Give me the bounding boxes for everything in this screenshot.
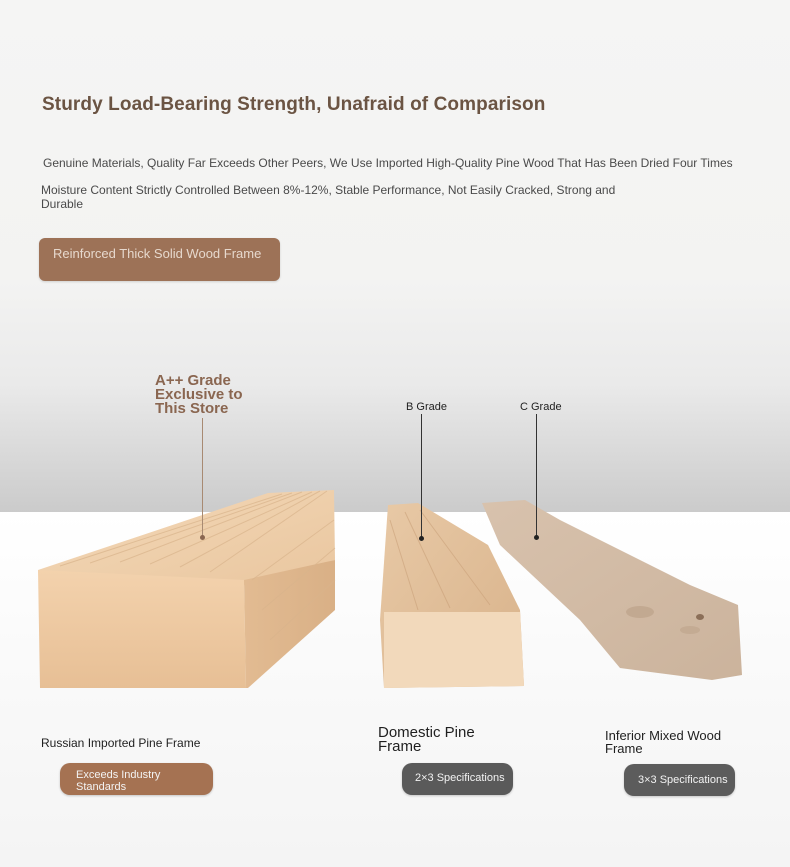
leader-line-a [202,418,203,537]
leader-line-c [536,414,537,538]
leader-line-b [421,414,422,538]
grade-label-b: B Grade [406,401,447,413]
grade-label-a: A++ Grade Exclusive to This Store [155,372,243,417]
product-name-a: Russian Imported Pine Frame [41,736,201,750]
spec-tag-b [402,763,513,795]
grade-label-c: C Grade [520,401,562,413]
leader-dot-b [419,536,424,541]
feature-badge [39,238,280,281]
backdrop-floor [0,512,790,867]
spec-tag-c-label: 3×3 Specifications [638,774,728,786]
description-line-2: Moisture Content Strictly Controlled Between 8%-12%, Stable Performance, Not Easily Cracked, Strong and Durable [41,183,616,211]
spec-tag-b-label: 2×3 Specifications [415,772,505,784]
product-name-b: Domestic Pine Frame [378,724,475,755]
product-name-c: Inferior Mixed Wood Frame [605,728,722,756]
feature-badge-label: Reinforced Thick Solid Wood Frame [53,246,262,261]
spec-tag-a [60,763,213,795]
leader-dot-a [200,535,205,540]
description-line-1: Genuine Materials, Quality Far Exceeds Other Peers, We Use Imported High-Quality Pine Wood That Has Been Dried Four Times [43,156,733,170]
leader-dot-c [534,535,539,540]
spec-tag-c [624,764,735,796]
spec-tag-a-label: Exceeds Industry Standards [76,769,161,793]
page-title: Sturdy Load-Bearing Strength, Unafraid of Comparison [42,94,546,115]
